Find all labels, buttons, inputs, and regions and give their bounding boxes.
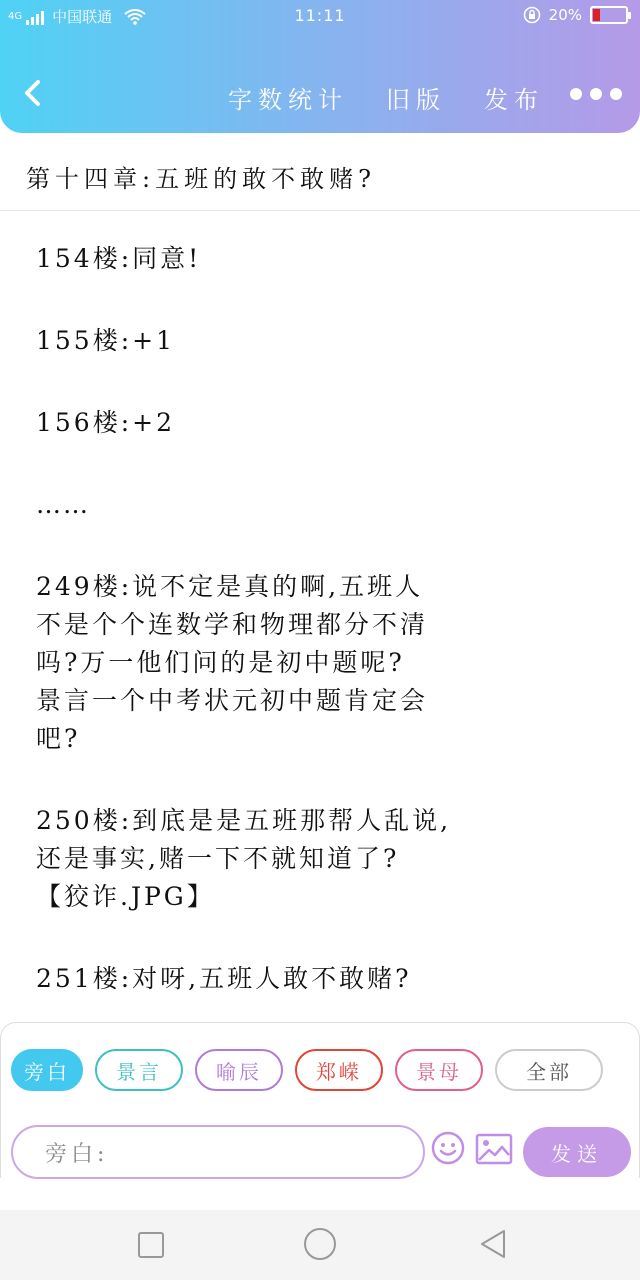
post-item: 155楼:+1 [36,326,175,355]
chevron-left-icon[interactable] [18,78,48,108]
battery-percent: 20% [548,6,582,24]
role-chip-zhengrong[interactable]: 郑嵘 [295,1049,383,1091]
home-button[interactable] [304,1228,336,1260]
role-chip-narrator[interactable]: 旁白 [11,1049,83,1091]
post-item: 156楼:+2 [36,408,175,437]
recent-apps-button[interactable] [138,1232,164,1258]
post-item: 251楼:对呀,五班人敢不敢赌? [36,964,412,993]
post-item: 154楼:同意! [36,244,202,273]
input-speaker-prefix: 旁白: [45,1141,109,1167]
chapter-title: 第十四章:五班的敢不敢赌? [0,133,640,211]
toolbar [228,80,544,115]
carrier-name: 中国联通 [52,8,113,26]
status-bar [0,0,640,34]
role-chip-all[interactable]: 全部 [495,1049,603,1091]
story-content[interactable] [36,240,606,1020]
system-back-icon[interactable] [478,1228,508,1260]
image-icon[interactable] [475,1133,513,1165]
role-selector [11,1049,603,1091]
rotation-lock-icon [523,6,541,24]
old-version-button[interactable]: 旧版 [386,86,446,114]
send-button[interactable]: 发送 [523,1127,631,1177]
post-item: 250楼:到底是是五班那帮人乱说, 还是事实,赌一下不就知道了? 【狡诈.JPG】 [36,806,452,911]
battery-icon [590,6,628,24]
app-header [0,0,640,133]
publish-button[interactable]: 发布 [484,86,544,114]
role-chip-yuchen[interactable]: 喻辰 [195,1049,283,1091]
network-type: 4G [8,11,23,22]
word-count-button[interactable]: 字数统计 [228,86,348,114]
input-panel [0,1022,640,1178]
system-nav-bar [0,1210,640,1280]
clock: 11:11 [294,6,346,25]
post-item: …… [36,490,90,519]
more-dots-icon[interactable] [570,88,622,100]
post-item: 249楼:说不定是真的啊,五班人 不是个个连数学和物理都分不清 吗?万一他们问的是初中题呢? 景言一个中考状元初中题肯定会 吧? [36,572,429,753]
role-chip-jingmu[interactable]: 景母 [395,1049,483,1091]
role-chip-jingyan[interactable]: 景言 [95,1049,183,1091]
smiley-icon[interactable] [431,1131,465,1165]
message-input[interactable] [11,1125,425,1179]
